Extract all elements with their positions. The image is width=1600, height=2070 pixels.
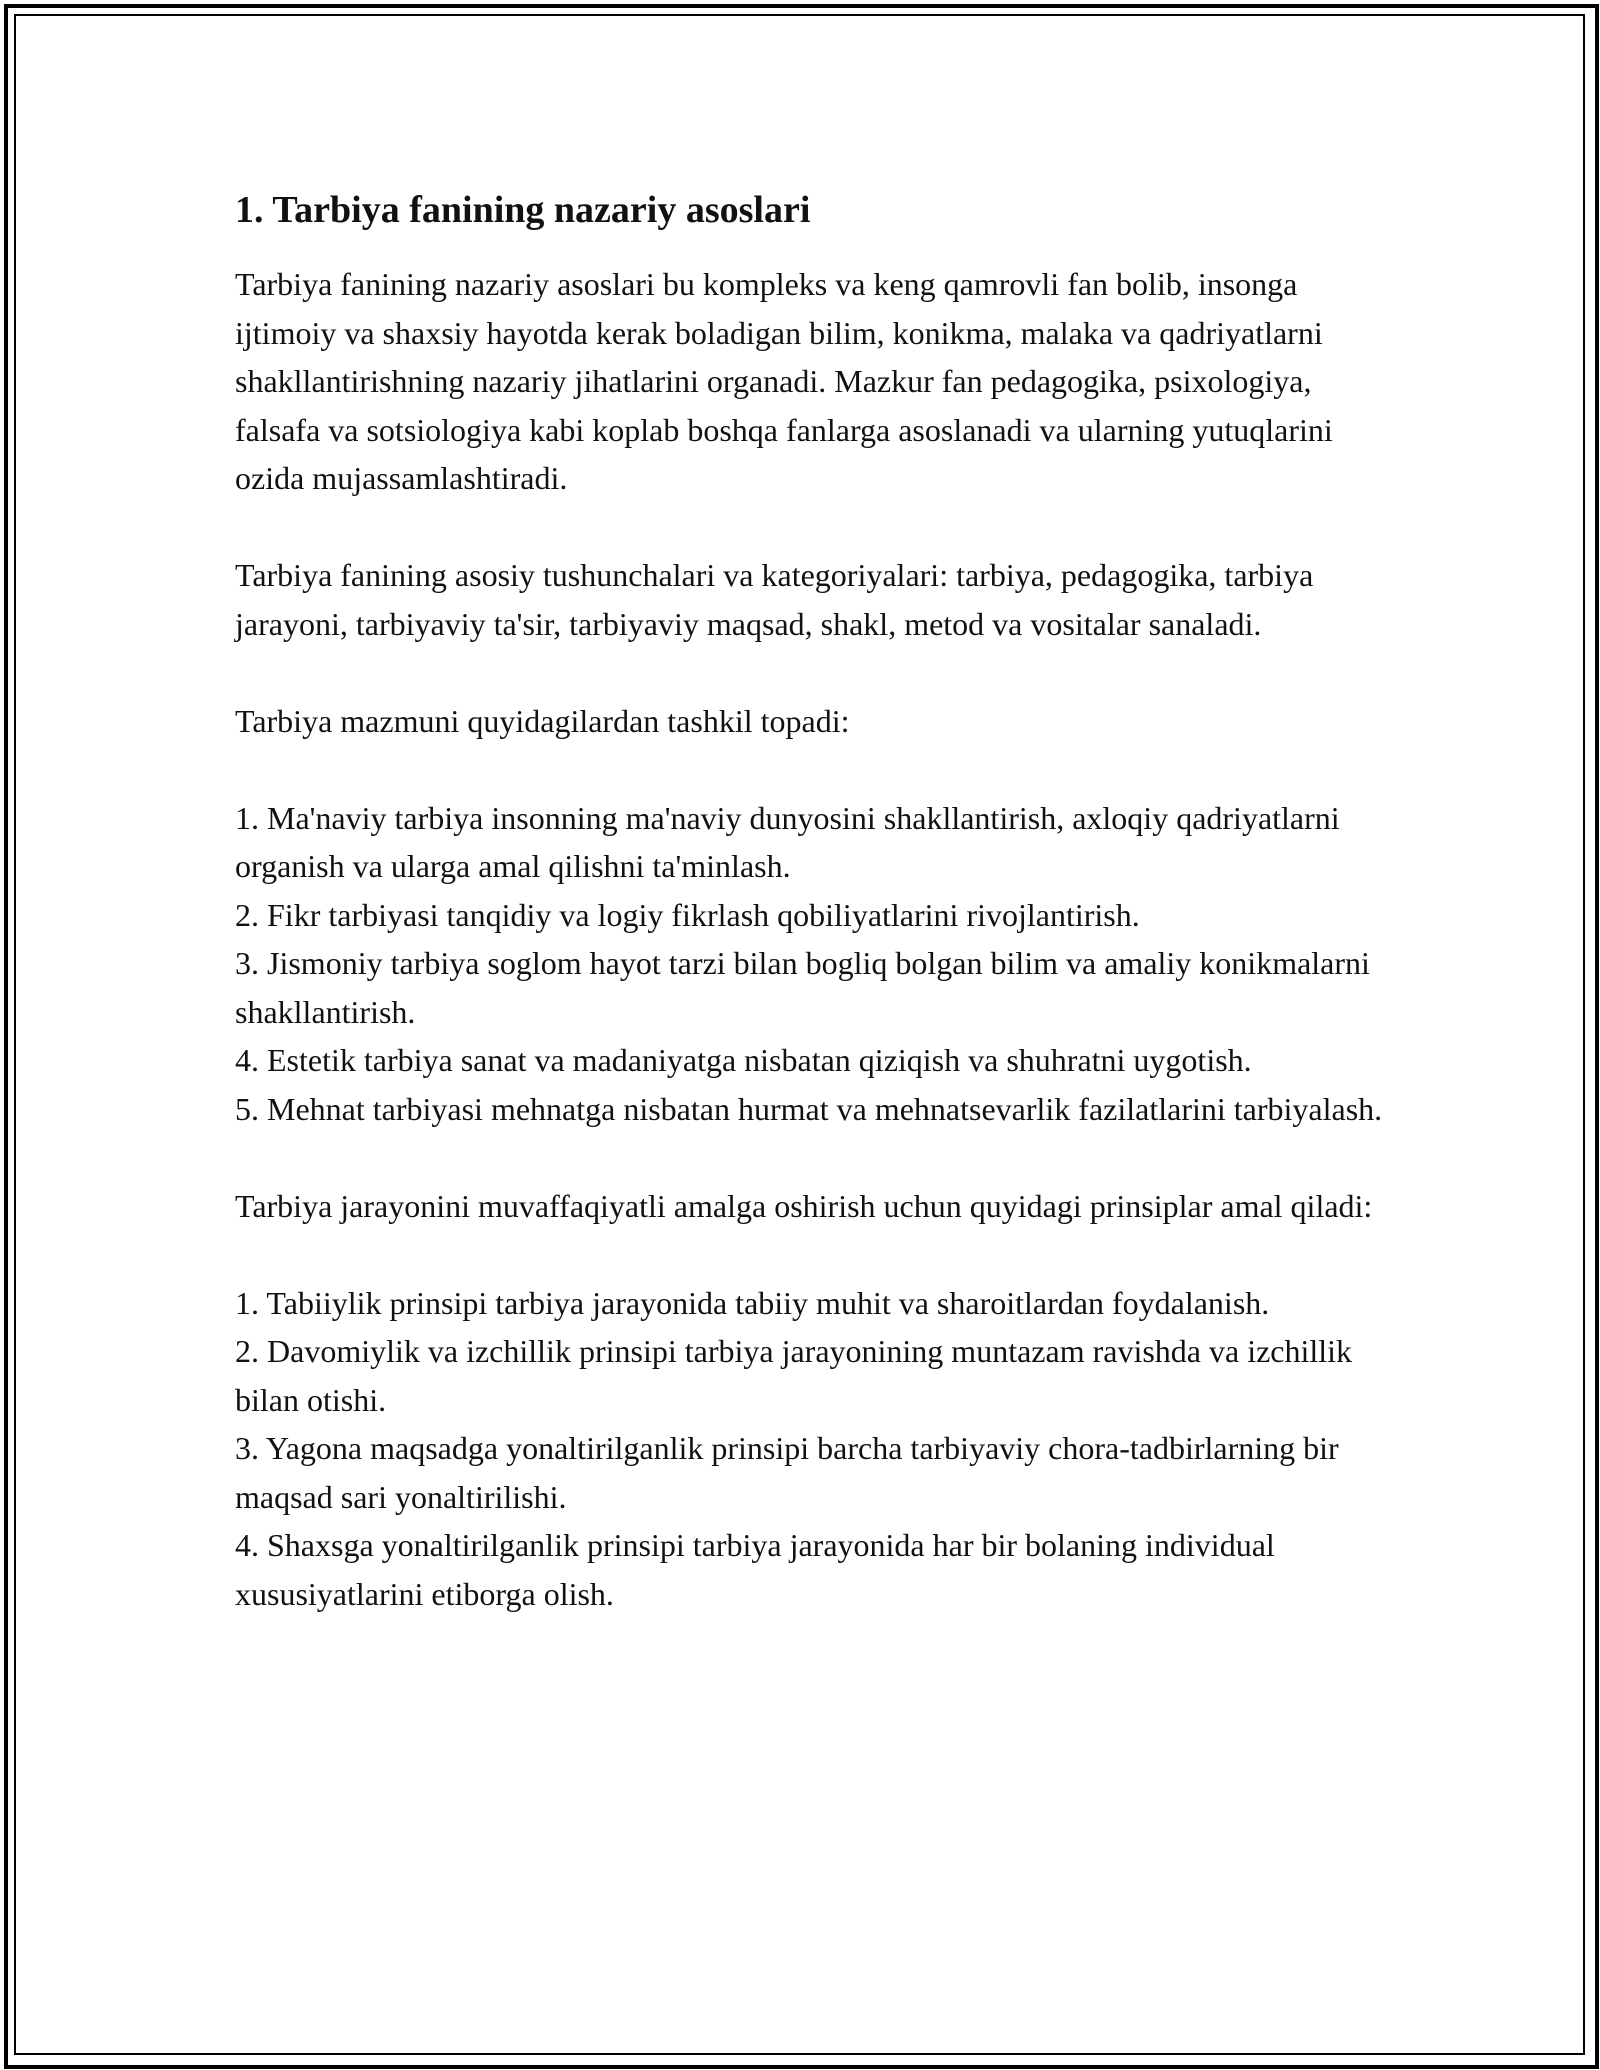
paragraph-gap: [235, 1133, 1395, 1182]
paragraph-gap: [235, 648, 1395, 697]
intro-paragraph: Tarbiya fanining nazariy asoslari bu kompleks va keng qamrovli fan bolib, insonga ijtimoiy va shaxsiy hayotda kerak boladigan bilim, konikma, malaka va qadriyatlarni shakllantirishning nazariy jihatlarini organadi. Mazkur fan pedagogika, psixologiya, falsafa va sotsiologiya kabi koplab boshqa fanlarga asoslanadi va ularning yutuqlarini ozida mujassamlashtiradi.: [235, 266, 1333, 496]
document-body: [235, 186, 1395, 1618]
concepts-paragraph: Tarbiya fanining asosiy tushunchalari va kategoriyalari: tarbiya, pedagogika, tarbiya jarayoni, tarbiyaviy ta'sir, tarbiyaviy maqsad, shakl, metod va vositalar sanaladi.: [235, 557, 1314, 642]
list-item: 3. Jismoniy tarbiya soglom hayot tarzi bilan bogliq bolgan bilim va amaliy konikmalarni shakllantirish.: [235, 945, 1370, 1030]
content-list: [235, 794, 1395, 1134]
content-intro-paragraph: Tarbiya mazmuni quyidagilardan tashkil topadi:: [235, 702, 850, 739]
paragraph-gap: [235, 1230, 1395, 1279]
paragraph-gap: [235, 745, 1395, 794]
list-item: 1. Tabiiylik prinsipi tarbiya jarayonida tabiiy muhit va sharoitlardan foydalanish.: [235, 1284, 1270, 1321]
list-item: 2. Davomiylik va izchillik prinsipi tarbiya jarayonining muntazam ravishda va izchillik bilan otishi.: [235, 1333, 1353, 1418]
list-item: 4. Shaxsga yonaltirilganlik prinsipi tarbiya jarayonida har bir bolaning individual xususiyatlarini etiborga olish.: [235, 1527, 1275, 1612]
principles-intro-paragraph: Tarbiya jarayonini muvaffaqiyatli amalga oshirish uchun quyidagi prinsiplar amal qiladi:: [235, 1187, 1373, 1224]
paragraph-gap: [235, 503, 1395, 552]
section-heading: 1. Tarbiya fanining nazariy asoslari: [235, 189, 811, 231]
list-item: 3. Yagona maqsadga yonaltirilganlik prinsipi barcha tarbiyaviy chora-tadbirlarning bir maqsad sari yonaltirilishi.: [235, 1430, 1339, 1515]
list-item: 5. Mehnat tarbiyasi mehnatga nisbatan hurmat va mehnatsevarlik fazilatlarini tarbiyalash.: [235, 1090, 1383, 1127]
list-item: 1. Ma'naviy tarbiya insonning ma'naviy dunyosini shakllantirish, axloqiy qadriyatlarni organish va ularga amal qilishni ta'minlash.: [235, 799, 1340, 884]
principles-list: [235, 1279, 1395, 1619]
list-item: 4. Estetik tarbiya sanat va madaniyatga nisbatan qiziqish va shuhratni uygotish.: [235, 1042, 1252, 1078]
list-item: 2. Fikr tarbiyasi tanqidiy va logiy fikrlash qobiliyatlarini rivojlantirish.: [235, 896, 1140, 933]
